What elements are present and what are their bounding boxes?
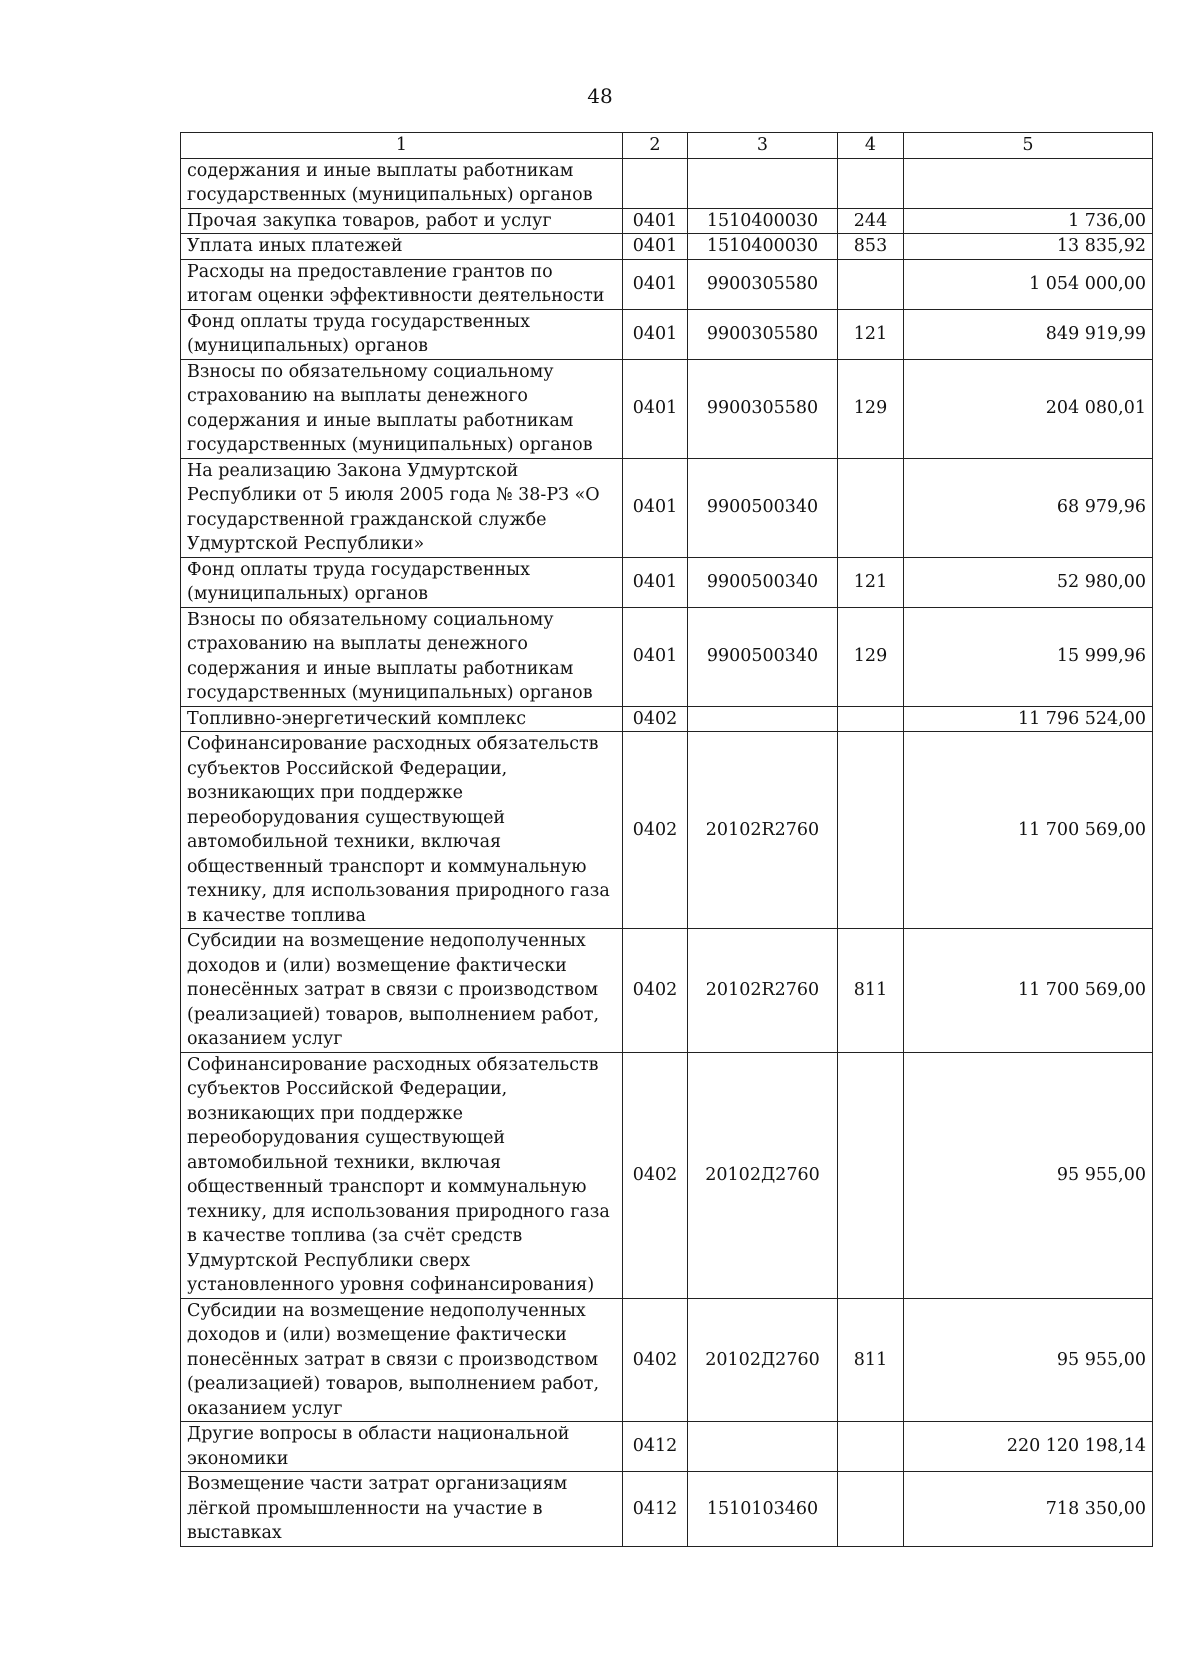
- row-section-code: 0402: [623, 1052, 688, 1298]
- row-amount: 13 835,92: [904, 234, 1153, 260]
- row-section-code: 0412: [623, 1472, 688, 1547]
- row-target-code: 20102R2760: [688, 929, 838, 1053]
- row-name: Фонд оплаты труда государственных (муниципальных) органов: [181, 309, 623, 359]
- row-target-code: 9900500340: [688, 557, 838, 607]
- table-row: [181, 557, 1153, 607]
- row-amount: 11 796 524,00: [904, 706, 1153, 732]
- table-row: [181, 1298, 1153, 1422]
- row-target-code: [688, 1422, 838, 1472]
- header-row: [181, 133, 1153, 159]
- row-section-code: 0401: [623, 557, 688, 607]
- row-name: содержания и иные выплаты работникам государственных (муниципальных) органов: [181, 158, 623, 208]
- row-expense-type: 129: [838, 607, 904, 706]
- row-amount: 11 700 569,00: [904, 929, 1153, 1053]
- row-section-code: 0401: [623, 208, 688, 234]
- row-expense-type: 129: [838, 359, 904, 458]
- row-target-code: 1510400030: [688, 234, 838, 260]
- row-name: Взносы по обязательному социальному страхованию на выплаты денежного содержания и иные выплаты работникам государственных (муниципальных) органов: [181, 607, 623, 706]
- row-amount: 52 980,00: [904, 557, 1153, 607]
- table-row: [181, 158, 1153, 208]
- table-row: [181, 706, 1153, 732]
- header-col-3: 3: [688, 133, 838, 159]
- row-section-code: 0402: [623, 732, 688, 929]
- row-target-code: 9900500340: [688, 607, 838, 706]
- row-name: Софинансирование расходных обязательств субъектов Российской Федерации, возникающих при поддержке переоборудования существующей автомобильной техники, включая общественный транспорт и коммунальную технику, для использования природного газа в качестве топлива: [181, 732, 623, 929]
- row-expense-type: [838, 259, 904, 309]
- row-section-code: [623, 158, 688, 208]
- row-name: Топливно-энергетический комплекс: [181, 706, 623, 732]
- row-expense-type: 244: [838, 208, 904, 234]
- row-amount: 68 979,96: [904, 458, 1153, 557]
- row-expense-type: [838, 706, 904, 732]
- row-amount: 204 080,01: [904, 359, 1153, 458]
- budget-table: [180, 132, 1153, 1547]
- row-expense-type: [838, 1422, 904, 1472]
- row-target-code: 20102Д2760: [688, 1298, 838, 1422]
- page-number: 48: [587, 84, 613, 108]
- row-target-code: 1510103460: [688, 1472, 838, 1547]
- row-name: Уплата иных платежей: [181, 234, 623, 260]
- table-row: [181, 234, 1153, 260]
- row-name: Расходы на предоставление грантов по итогам оценки эффективности деятельности: [181, 259, 623, 309]
- row-expense-type: [838, 1052, 904, 1298]
- table-row: [181, 259, 1153, 309]
- row-expense-type: [838, 732, 904, 929]
- row-target-code: [688, 706, 838, 732]
- row-target-code: 9900305580: [688, 309, 838, 359]
- row-expense-type: 121: [838, 557, 904, 607]
- row-name: Взносы по обязательному социальному страхованию на выплаты денежного содержания и иные выплаты работникам государственных (муниципальных) органов: [181, 359, 623, 458]
- row-amount: 15 999,96: [904, 607, 1153, 706]
- header-col-2: 2: [623, 133, 688, 159]
- table-row: [181, 1422, 1153, 1472]
- row-amount: 1 736,00: [904, 208, 1153, 234]
- row-section-code: 0402: [623, 929, 688, 1053]
- table-row: [181, 359, 1153, 458]
- table-row: [181, 732, 1153, 929]
- table-row: [181, 208, 1153, 234]
- row-name: Софинансирование расходных обязательств субъектов Российской Федерации, возникающих при поддержке переоборудования существующей автомобильной техники, включая общественный транспорт и коммунальную технику, для использования природного газа в качестве топлива (за счёт средств Удмуртской Республики сверх установленного уровня софинансирования): [181, 1052, 623, 1298]
- row-name: Другие вопросы в области национальной экономики: [181, 1422, 623, 1472]
- row-expense-type: 811: [838, 929, 904, 1053]
- row-amount: [904, 158, 1153, 208]
- row-section-code: 0401: [623, 259, 688, 309]
- row-expense-type: 853: [838, 234, 904, 260]
- row-expense-type: [838, 458, 904, 557]
- header-col-1: 1: [181, 133, 623, 159]
- row-amount: 11 700 569,00: [904, 732, 1153, 929]
- row-target-code: 20102Д2760: [688, 1052, 838, 1298]
- row-target-code: [688, 158, 838, 208]
- row-name: Возмещение части затрат организациям лёгкой промышленности на участие в выставках: [181, 1472, 623, 1547]
- row-section-code: 0401: [623, 607, 688, 706]
- table-row: [181, 607, 1153, 706]
- row-section-code: 0401: [623, 359, 688, 458]
- row-amount: 1 054 000,00: [904, 259, 1153, 309]
- row-amount: 718 350,00: [904, 1472, 1153, 1547]
- row-name: Субсидии на возмещение недополученных доходов и (или) возмещение фактически понесённых затрат в связи с производством (реализацией) товаров, выполнением работ, оказанием услуг: [181, 1298, 623, 1422]
- table-header: [181, 133, 1153, 159]
- row-target-code: 20102R2760: [688, 732, 838, 929]
- header-col-4: 4: [838, 133, 904, 159]
- row-amount: 95 955,00: [904, 1298, 1153, 1422]
- table-body: [181, 158, 1153, 1546]
- table-row: [181, 1472, 1153, 1547]
- row-name: На реализацию Закона Удмуртской Республики от 5 июля 2005 года № 38-РЗ «О государственной гражданской службе Удмуртской Республики»: [181, 458, 623, 557]
- table-row: [181, 1052, 1153, 1298]
- row-expense-type: 811: [838, 1298, 904, 1422]
- row-section-code: 0412: [623, 1422, 688, 1472]
- row-name: Субсидии на возмещение недополученных доходов и (или) возмещение фактически понесённых затрат в связи с производством (реализацией) товаров, выполнением работ, оказанием услуг: [181, 929, 623, 1053]
- row-section-code: 0401: [623, 458, 688, 557]
- row-expense-type: 121: [838, 309, 904, 359]
- row-section-code: 0402: [623, 1298, 688, 1422]
- row-target-code: 9900305580: [688, 259, 838, 309]
- row-target-code: 9900305580: [688, 359, 838, 458]
- row-amount: 95 955,00: [904, 1052, 1153, 1298]
- row-name: Прочая закупка товаров, работ и услуг: [181, 208, 623, 234]
- row-expense-type: [838, 1472, 904, 1547]
- row-section-code: 0401: [623, 309, 688, 359]
- row-amount: 849 919,99: [904, 309, 1153, 359]
- row-amount: 220 120 198,14: [904, 1422, 1153, 1472]
- row-section-code: 0402: [623, 706, 688, 732]
- table-row: [181, 458, 1153, 557]
- table-row: [181, 309, 1153, 359]
- row-target-code: 1510400030: [688, 208, 838, 234]
- row-name: Фонд оплаты труда государственных (муниципальных) органов: [181, 557, 623, 607]
- row-section-code: 0401: [623, 234, 688, 260]
- header-col-5: 5: [904, 133, 1153, 159]
- table-row: [181, 929, 1153, 1053]
- row-expense-type: [838, 158, 904, 208]
- row-target-code: 9900500340: [688, 458, 838, 557]
